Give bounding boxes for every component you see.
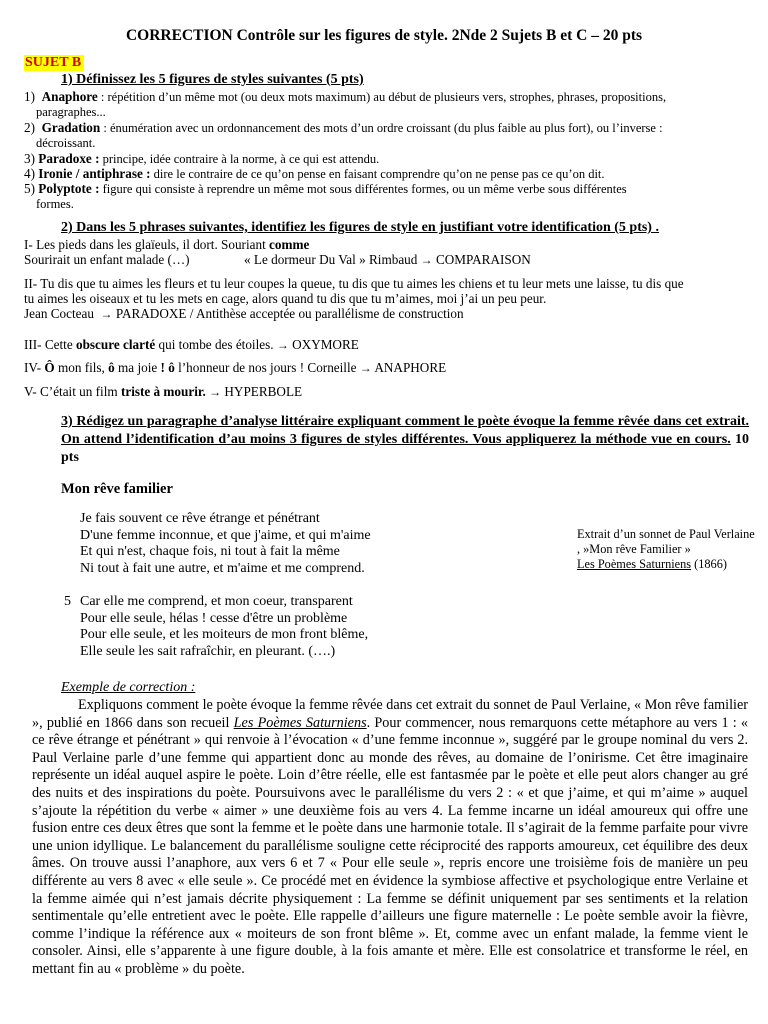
def-text: : énumération avec un ordonnancement des mots d’un ordre croissant (du plus faible au plus fort), ou l’inverse : [100, 121, 663, 135]
figure-answer: ANAPHORE [374, 360, 447, 375]
definition-3 [24, 151, 379, 167]
def-term: Gradation [41, 120, 101, 135]
def-num: 1) [24, 89, 35, 104]
arrow-icon: → [100, 307, 113, 321]
phrase-highlight: obscure clarté [76, 337, 156, 352]
phrase-text: Sourirait un enfant malade (…) [24, 252, 190, 267]
phrase-4 [24, 360, 446, 376]
definition-1 [24, 89, 750, 105]
def-term: Paradoxe : [38, 151, 100, 166]
phrase-1-line2 [24, 252, 190, 268]
part2-heading: 2) Dans les 5 phrases suivantes, identifiez les figures de style en justifiant votre identification (5 pts) . [61, 220, 659, 235]
phrase-2-line2: tu aimes les oiseaux et tu les mets en cage, alors quand tu dis que tu m’aimes, moi j’ai un peu peur. [24, 291, 547, 306]
figure-answer: OXYMORE [292, 337, 359, 352]
arrow-icon: → [276, 338, 289, 352]
phrase-text: ma joie [114, 360, 161, 375]
phrase-1-answer [244, 252, 531, 268]
phrase-text: III- Cette [24, 337, 76, 352]
poem-verse: Je fais souvent ce rêve étrange et pénétrant [80, 511, 320, 526]
verse-number: 5 [64, 594, 71, 609]
poem-source [577, 527, 757, 572]
poem-title: Mon rêve familier [61, 481, 173, 497]
figure-answer: COMPARAISON [435, 252, 531, 267]
poem-verse: Car elle me comprend, et mon coeur, transparent [80, 594, 353, 609]
source-book: Les Poèmes Saturniens [577, 557, 692, 571]
phrase-highlight: comme [269, 237, 310, 252]
phrase-text: IV- [24, 360, 45, 375]
part3-instructions: 3) Rédigez un paragraphe d’analyse littéraire expliquant comment le poète évoque la femme rêvée dans cet extrait. On attend l’identification d’au moins 3 figures de styles différentes. Vous appliquerez la méthode vue en cours. [61, 414, 749, 447]
phrase-text: qui tombe des étoiles. [155, 337, 274, 352]
phrase-5 [24, 384, 302, 400]
phrase-text: mon fils, [54, 360, 109, 375]
def-term: Polyptote : [38, 181, 100, 196]
def-num: 3) [24, 151, 35, 166]
part1-heading: 1) Définissez les 5 figures de styles suivantes (5 pts) [61, 72, 364, 87]
poem-verse: Et qui n'est, chaque fois, ni tout à fait la même [80, 544, 340, 559]
phrase-text: I- Les pieds dans les glaïeuls, il dort. Souriant [24, 237, 270, 252]
phrase-source: « Le dormeur Du Val » Rimbaud [244, 252, 418, 267]
essay-book-title: Les Poèmes Saturniens [233, 714, 367, 731]
def-text: dire le contraire de ce qu’on pense en faisant comprendre qu’on ne pense pas ce qu’on dit. [150, 167, 605, 181]
def-num: 2) [24, 120, 35, 135]
part3-heading [61, 413, 749, 467]
phrase-highlight: ! ô [160, 360, 175, 375]
arrow-icon: → [420, 253, 433, 267]
phrase-source: Jean Cocteau [24, 306, 94, 321]
example-title: Exemple de correction : [61, 680, 196, 695]
example-essay [32, 697, 748, 979]
definition-4 [24, 166, 605, 182]
phrase-highlight: ô [108, 360, 115, 375]
def-text: principe, idée contraire à la norme, à ce qui est attendu. [99, 152, 380, 166]
source-year: (1866) [691, 557, 727, 571]
definition-5-cont: formes. [36, 197, 74, 211]
figure-answer: PARADOXE / Antithèse acceptée ou parallélisme de construction [115, 306, 464, 321]
sujet-label: SUJET B [24, 55, 84, 71]
source-text: Extrait d’un sonnet de Paul Verlaine , »Mon rêve Familier » [577, 527, 755, 556]
definition-1-cont: paragraphes... [36, 105, 106, 119]
phrase-3 [24, 337, 359, 353]
essay-text: Expliquons comment le poète évoque la femme rêvée dans cet extrait du sonnet de Paul Verlaine, « Mon rêve familier », publié en 1866 dans son recueil [32, 697, 748, 731]
poem-verse: Pour elle seule, et les moiteurs de mon front blême, [80, 627, 369, 642]
essay-text: . Pour commencer, nous remarquons cette métaphore au vers 1 : « ce rêve étrange et pénétrant » qui renvoie à l’évocation « d’une femme inconnue », suggéré par le groupe nominal du vers 2. Paul Verlaine parle d’une femme qui appartient donc au monde des rêves, au domaine de l’onirisme. Cet être imaginaire représente un idéal auquel aspire le poète. Loin d’être réelle, elle est fantasmée par le poète et elle peut alors changer au gré des nuits et des inspirations du poète. Poursuivons avec le parallélisme du vers 2 : « et que j’aime, et qui m’aime » auquel s’ajoute la répétition du verbe « aimer » une deuxième fois au vers 4. La femme incarne un idéal amoureux qui offre une fusion entre ces deux êtres que sont la femme et le poète dans une harmonie totale. Il s’agirait de la femme parfaite pour vivre une union idyllique. Le balancement du parallélisme souligne cette réciprocité des rapports amoureux, cet équilibre des deux âmes. On trouve aussi l’anaphore, aux vers 6 et 7 « Pour elle seule », repris encore une troisième fois de manière un peu différente au vers 8 avec « elle seule ». Ce procédé met en évidence la symbiose affective et psychologique entre Verlaine et la femme aimée qui n’est jamais décrite physiquement : La femme se définit uniquement par ses sentiments et la relation sentimentale qu’elle entretient avec le poète. Elle rappelle d’ailleurs une figure maternelle : Le poète semble avoir la fièvre, comme l’indique la référence aux « moiteurs de son front blême ». Et, comme avec un enfant malade, la femme vient le consoler. Ainsi, elle s’apparente à une figure double, à la fois amante et mère. Elle est consolatrice et transforme le réel, en mettant fin au « problème » du poète. [32, 714, 748, 977]
phrase-2-line1: II- Tu dis que tu aimes les fleurs et tu leur coupes la queue, tu dis que tu aimes les chiens et tu leur mets une laisse, tu dis que [24, 276, 684, 291]
def-term: Ironie / antiphrase : [38, 166, 151, 181]
def-term: Anaphore [41, 89, 98, 104]
definition-5 [24, 181, 627, 197]
def-text: figure qui consiste à reprendre un même mot sous différentes formes, ou un même verbe sous différentes [99, 182, 627, 196]
phrase-highlight: Ô [44, 360, 55, 375]
poem-verse: Ni tout à fait une autre, et m'aime et me comprend. [80, 561, 365, 576]
arrow-icon: → [359, 361, 372, 375]
phrase-text: V- C’était un film [24, 384, 121, 399]
poem-verse: D'une femme inconnue, et que j'aime, et qui m'aime [80, 528, 371, 543]
def-num: 4) [24, 166, 35, 181]
phrase-highlight: triste à mourir. [120, 384, 206, 399]
def-text: : répétition d’un même mot (ou deux mots maximum) au début de plusieurs vers, strophes, phrases, propositions, [97, 90, 667, 104]
poem-verse: Elle seule les sait rafraîchir, en pleurant. (….) [80, 644, 336, 659]
phrase-text: l’honneur de nos jours ! Corneille [174, 360, 357, 375]
definition-2-cont: décroissant. [36, 136, 96, 150]
poem-verse: Pour elle seule, hélas ! cesse d'être un problème [80, 611, 348, 626]
arrow-icon: → [209, 385, 222, 399]
part3-points: 10 pts [61, 432, 749, 465]
page-title: CORRECTION Contrôle sur les figures de style. 2Nde 2 Sujets B et C – 20 pts [125, 27, 643, 44]
figure-answer: HYPERBOLE [224, 384, 303, 399]
phrase-2-answer [24, 306, 464, 322]
definition-2 [24, 120, 663, 136]
def-num: 5) [24, 181, 35, 196]
phrase-1-line1 [24, 237, 309, 253]
